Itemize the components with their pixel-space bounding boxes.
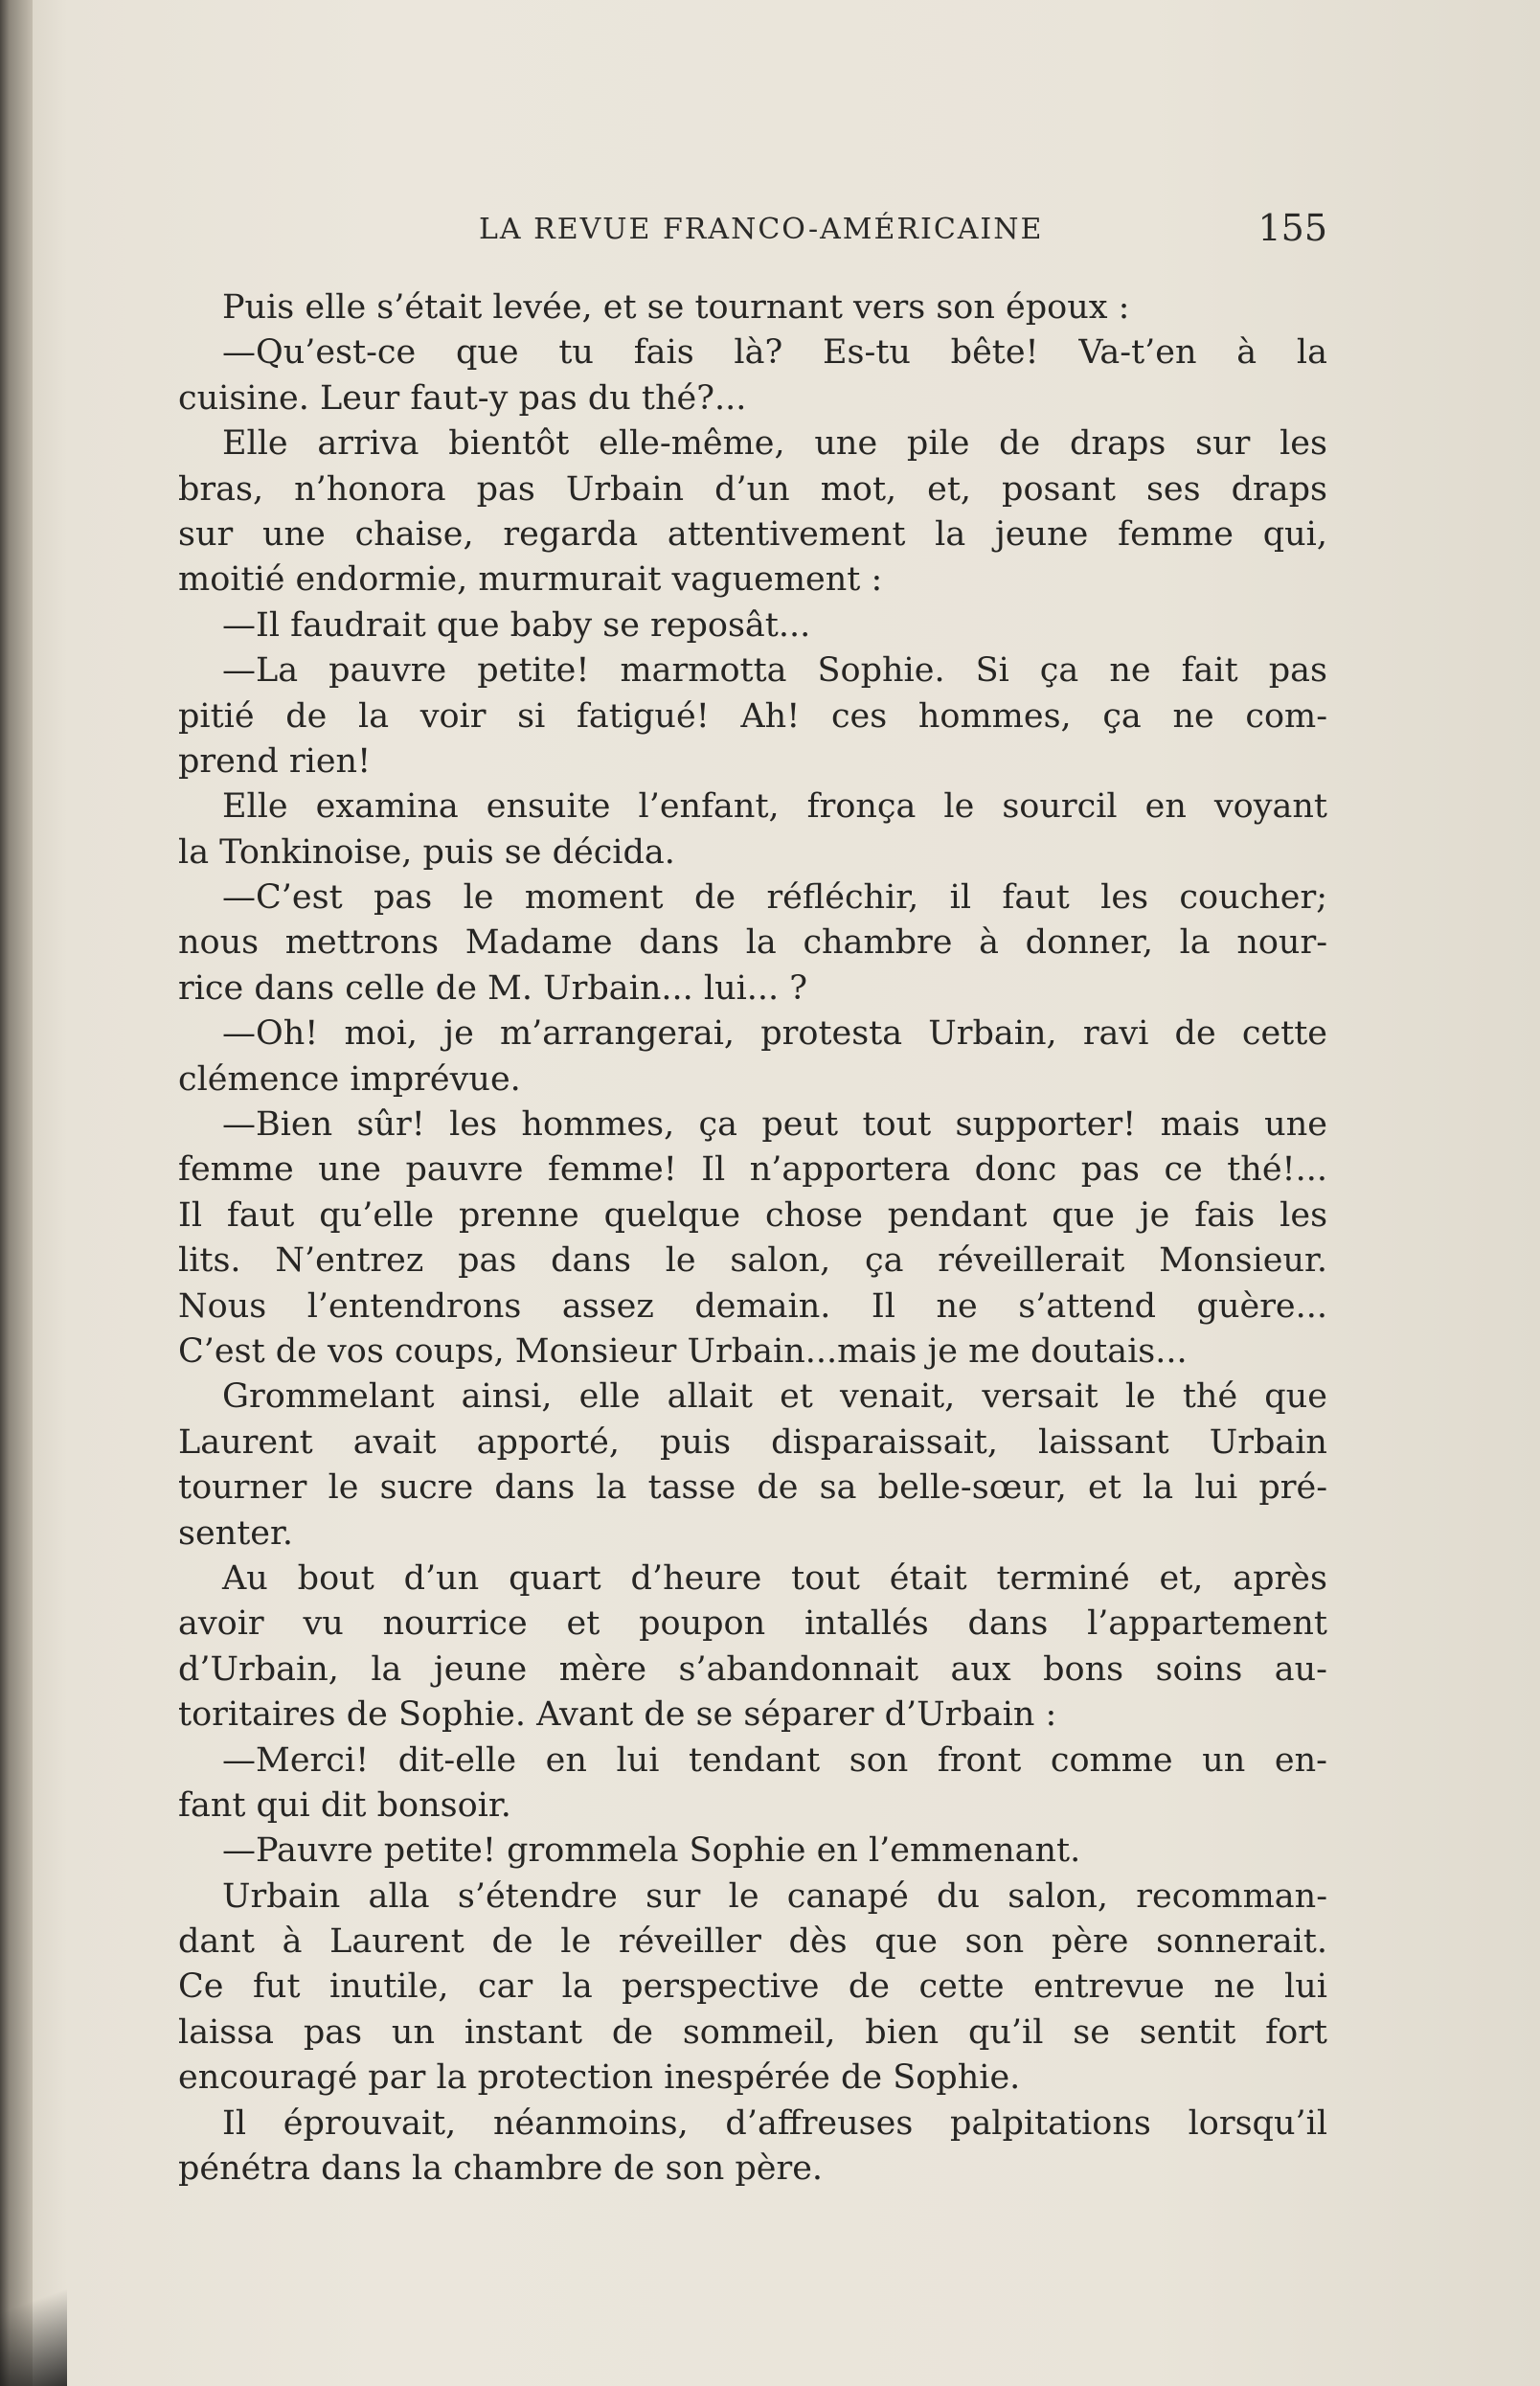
- text-line: —Merci! dit-elle en lui tendant son front comme un en-: [222, 1740, 1327, 1780]
- text-line: Grommelant ainsi, elle allait et venait, versait le thé que: [222, 1377, 1327, 1417]
- text-line: cuisine. Leur faut-y pas du thé?...: [178, 378, 747, 418]
- text-line: Laurent avait apporté, puis disparaissait, laissant Urbain: [178, 1422, 1327, 1462]
- running-title: LA REVUE FRANCO-AMÉRICAINE: [479, 213, 1044, 246]
- text-line: bras, n’honora pas Urbain d’un mot, et, posant ses draps: [178, 469, 1327, 509]
- text-line: —Bien sûr! les hommes, ça peut tout supporter! mais une: [222, 1105, 1327, 1145]
- body-text: [178, 285, 1327, 2192]
- text-line: Puis elle s’était levée, et se tournant vers son époux :: [222, 288, 1130, 327]
- text-line: avoir vu nourrice et poupon intallés dans l’appartement: [178, 1604, 1327, 1644]
- text-line: —Pauvre petite! grommela Sophie en l’emmenant.: [222, 1831, 1081, 1871]
- text-line: Au bout d’un quart d’heure tout était terminé et, après: [222, 1558, 1327, 1598]
- text-line: pénétra dans la chambre de son père.: [178, 2149, 824, 2189]
- text-line: Ce fut inutile, car la perspective de cette entrevue ne lui: [178, 1967, 1327, 2007]
- page-header: [479, 203, 1327, 251]
- text-line: sur une chaise, regarda attentivement la jeune femme qui,: [178, 514, 1327, 554]
- text-line: fant qui dit bonsoir.: [178, 1785, 511, 1825]
- text-line: Urbain alla s’étendre sur le canapé du salon, recomman-: [222, 1876, 1328, 1916]
- corner-shadow: [0, 2271, 67, 2386]
- text-line: —La pauvre petite! marmotta Sophie. Si ça ne fait pas: [222, 651, 1327, 691]
- text-line: Elle examina ensuite l’enfant, fronça le sourcil en voyant: [222, 787, 1327, 827]
- text-line: moitié endormie, murmurait vaguement :: [178, 560, 883, 600]
- text-line: pitié de la voir si fatigué! Ah! ces hommes, ça ne com-: [178, 696, 1328, 736]
- text-line: Elle arriva bientôt elle-même, une pile de draps sur les: [222, 424, 1327, 464]
- text-line: senter.: [178, 1513, 294, 1553]
- text-line: encouragé par la protection inespérée de Sophie.: [178, 2058, 1021, 2098]
- text-line: Nous l’entendrons assez demain. Il ne s’attend guère...: [178, 1286, 1328, 1326]
- text-line: lits. N’entrez pas dans le salon, ça réveillerait Monsieur.: [178, 1241, 1328, 1281]
- text-line: la Tonkinoise, puis se décida.: [178, 832, 675, 872]
- book-spine-shadow: [0, 0, 33, 2386]
- text-line: prend rien!: [178, 741, 372, 781]
- text-line: tourner le sucre dans la tasse de sa belle-sœur, et la lui pré-: [178, 1468, 1328, 1508]
- page-number: 155: [1257, 207, 1327, 249]
- text-line: dant à Laurent de le réveiller dès que son père sonnerait.: [178, 1922, 1327, 1962]
- text-line: Il faut qu’elle prenne quelque chose pendant que je fais les: [178, 1195, 1328, 1235]
- text-line: Il éprouvait, néanmoins, d’affreuses palpitations lorsqu’il: [222, 2103, 1328, 2143]
- text-line: rice dans celle de M. Urbain... lui... ?: [178, 968, 808, 1008]
- text-line: nous mettrons Madame dans la chambre à donner, la nour-: [178, 923, 1328, 963]
- text-line: laissa pas un instant de sommeil, bien qu’il se sentit fort: [178, 2012, 1327, 2052]
- text-line: —Qu’est-ce que tu fais là? Es-tu bête! Va-t’en à la: [222, 333, 1327, 373]
- text-line: —C’est pas le moment de réfléchir, il faut les coucher;: [222, 878, 1327, 918]
- text-line: femme une pauvre femme! Il n’apportera donc pas ce thé!...: [178, 1150, 1327, 1190]
- text-line: clémence imprévue.: [178, 1059, 521, 1099]
- text-line: —Il faudrait que baby se reposât...: [222, 605, 811, 645]
- text-line: —Oh! moi, je m’arrangerai, protesta Urbain, ravi de cette: [222, 1014, 1328, 1054]
- text-line: toritaires de Sophie. Avant de se séparer d’Urbain :: [178, 1695, 1057, 1735]
- text-line: C’est de vos coups, Monsieur Urbain...mais je me doutais...: [178, 1331, 1188, 1371]
- text-line: d’Urbain, la jeune mère s’abandonnait aux bons soins au-: [178, 1649, 1328, 1689]
